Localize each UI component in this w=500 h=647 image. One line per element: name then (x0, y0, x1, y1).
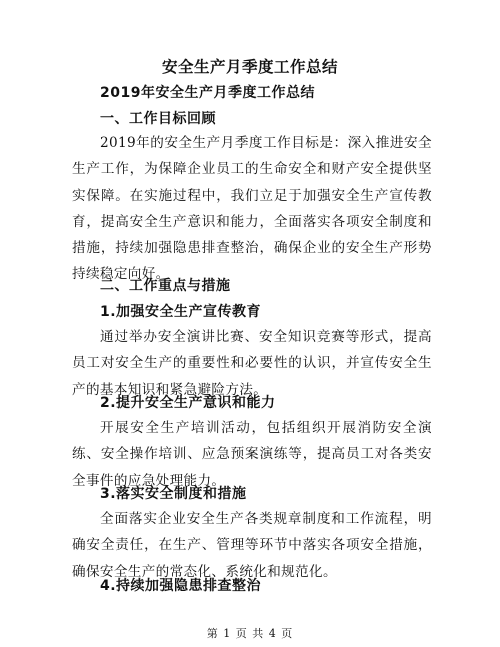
item-heading-system-measures: 3.落实安全制度和措施 (100, 486, 247, 502)
paragraph-awareness-ability: 开展安全生产培训活动，包括组织开展消防安全演练、安全操作培训、应急预案演练等，提高员工对各类安全事件的应急处理能力。 (72, 420, 432, 489)
item-heading-publicity-education: 1.加强安全生产宣传教育 (100, 304, 262, 320)
item-heading-hazard-inspection: 4.持续加强隐患排查整治 (100, 578, 262, 594)
section-heading-focus-measures: 二、工作重点与措施 (100, 278, 231, 294)
paragraph-system-measures: 全面落实企业安全生产各类规章制度和工作流程，明确安全责任，在生产、管理等环节中落实各项安全措施，确保安全生产的常态化、系统化和规范化。 (72, 511, 432, 580)
document-subtitle: 2019年安全生产月季度工作总结 (100, 85, 315, 101)
section-heading-goal-review: 一、工作目标回顾 (100, 111, 216, 127)
paragraph-goal-review: 2019年的安全生产月季度工作目标是：深入推进安全生产工作，为保障企业员工的生命安全和财产安全提供坚实保障。在实施过程中，我们立足于加强安全生产宣传教育，提高安全生产意识和能力，全面落实各项安全制度和措施，持续加强隐患排查整治，确保企业的安全生产形势持续稳定向好。 (72, 135, 432, 283)
item-heading-awareness-ability: 2.提升安全生产意识和能力 (100, 395, 276, 411)
document-title: 安全生产月季度工作总结 (161, 58, 338, 76)
paragraph-publicity-education: 通过举办安全演讲比赛、安全知识竞赛等形式，提高员工对安全生产的重要性和必要性的认识，并宣传安全生产的基本知识和紧急避险方法。 (72, 329, 432, 398)
page-number-footer: 第 1 页 共 4 页 (206, 627, 294, 640)
